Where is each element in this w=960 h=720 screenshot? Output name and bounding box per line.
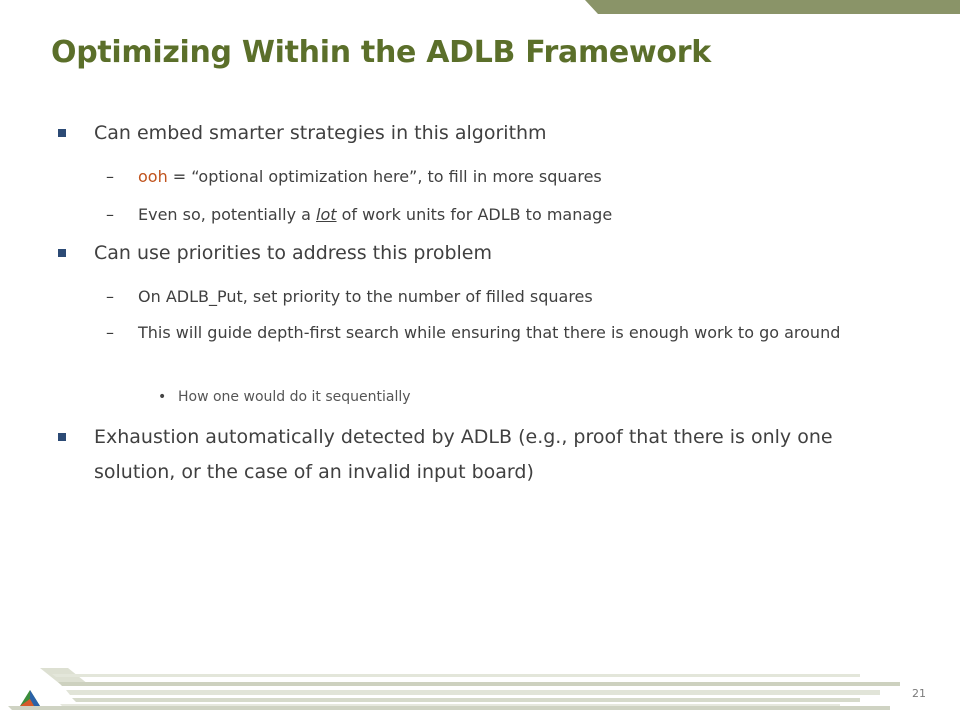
sub-bullet-item: [106, 161, 898, 192]
header-band: [0, 0, 960, 20]
dash-bullet-icon: –: [106, 205, 114, 224]
bullet-text: Can embed smarter strategies in this algorithm: [94, 122, 547, 144]
sub-bullet-item: [106, 199, 898, 230]
logo-icon: [20, 690, 40, 706]
slide-title: Optimizing Within the ADLB Framework: [51, 35, 711, 70]
bullet-item: [58, 116, 904, 151]
dash-bullet-icon: –: [106, 167, 114, 186]
sub-bullet-text: of work units for ADLB to manage: [336, 205, 613, 224]
dash-bullet-icon: –: [106, 287, 114, 306]
sub-bullet-item: [106, 281, 898, 312]
sub-bullet-text: Even so, potentially a: [138, 205, 317, 224]
emphasis-text: lot: [316, 205, 337, 224]
bullet-text: Exhaustion automatically detected by ADLB (e.g., proof that there is only one solution, or the case of an invalid input board): [94, 426, 833, 483]
sub-bullet-text: This will guide depth-first search while ensuring that there is enough work to go around: [138, 323, 841, 342]
footer-decoration: [0, 660, 960, 720]
sub-sub-bullet-item: [158, 386, 411, 408]
sub-sub-bullet-text: How one would do it sequentially: [178, 389, 411, 405]
square-bullet-icon: [58, 433, 66, 441]
sub-bullet-text: = “optional optimization here”, to fill in more squares: [167, 167, 602, 186]
bullet-item: [58, 420, 904, 490]
bullet-item: [58, 236, 904, 271]
sub-bullet-item: [106, 317, 898, 348]
sub-bullet-text: On ADLB_Put, set priority to the number of filled squares: [138, 287, 593, 306]
dash-bullet-icon: –: [106, 323, 114, 342]
page-number: 21: [912, 687, 926, 700]
square-bullet-icon: [58, 249, 66, 257]
dot-bullet-icon: •: [158, 389, 167, 405]
square-bullet-icon: [58, 129, 66, 137]
bullet-text: Can use priorities to address this problem: [94, 242, 493, 264]
highlight-text: ooh: [138, 167, 168, 186]
